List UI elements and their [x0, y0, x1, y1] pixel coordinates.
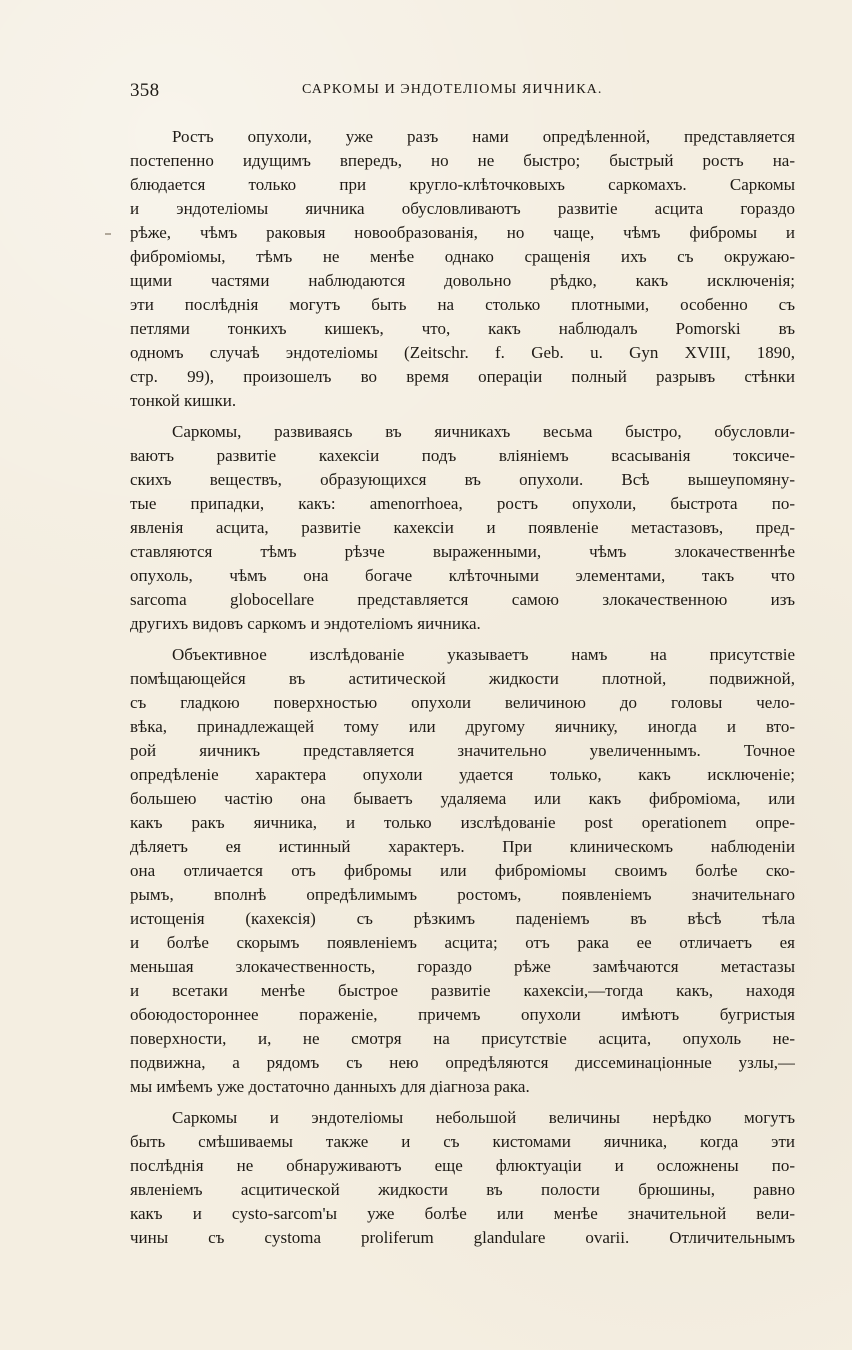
margin-mark — [105, 233, 111, 235]
paragraph-gap — [130, 413, 795, 420]
text-line: опухоль, чѣмъ она богаче клѣточными элементами, такъ что — [130, 566, 795, 585]
text-line: постепенно идущимъ впередъ, но не быстро; быстрый ростъ на- — [130, 151, 795, 170]
text-line: обоюдостороннее пораженіе, причемъ опухоли имѣютъ бугристыя — [130, 1005, 795, 1024]
text-line: другихъ видовъ саркомъ и эндотеліомъ яичника. — [130, 614, 481, 633]
text-line: Объективное изслѣдованіе указываетъ намъ на присутствіе — [172, 645, 795, 664]
text-line: явленіемъ асцитической жидкости въ полости брюшины, равно — [130, 1180, 795, 1199]
text-line: тонкой кишки. — [130, 391, 237, 410]
text-line: мы имѣемъ уже достаточно данныхъ для діагноза рака. — [130, 1077, 530, 1096]
text-line: дѣляетъ ея истинный характеръ. При клиническомъ наблюденіи — [130, 837, 795, 856]
text-line: Саркомы, развиваясь въ яичникахъ весьма быстро, обусловли- — [172, 422, 795, 441]
text-line: и болѣе скорымъ появленіемъ асцита; отъ рака ее отличаетъ ея — [130, 933, 795, 952]
text-line: меньшая злокачественность, гораздо рѣже замѣчаются метастазы — [130, 957, 795, 976]
text-line: вѣка, принадлежащей тому или другому яичнику, иногда и вто- — [130, 717, 795, 736]
text-line: тые припадки, какъ: amenorrhoea, ростъ опухоли, быстрота по- — [130, 494, 795, 513]
text-line: рой яичникъ представляется значительно увеличеннымъ. Точное — [130, 741, 795, 760]
text-line: подвижна, а рядомъ съ нею опредѣляются диссеминаціонные узлы,— — [130, 1053, 795, 1072]
text-line: съ гладкою поверхностью опухоли величиною до головы чело- — [130, 693, 795, 712]
page-number: 358 — [130, 80, 160, 101]
text-line: щими частями наблюдаются довольно рѣдко, какъ исключенія; — [130, 271, 795, 290]
text-line: стр. 99), произошелъ во время операціи полный разрывъ стѣнки — [130, 367, 795, 386]
text-line: эти послѣднія могутъ быть на столько плотными, особенно съ — [130, 295, 795, 314]
text-line: ваютъ развитіе кахексіи подъ вліяніемъ всасыванія токсиче- — [130, 446, 795, 465]
text-line: фиброміомы, тѣмъ не менѣе однако сращенія ихъ съ окружаю- — [130, 247, 795, 266]
body-text — [130, 125, 795, 1250]
text-line: какъ ракъ яичника, и только изслѣдованіе post operationem опре- — [130, 813, 795, 832]
text-line: помѣщающейся въ аститической жидкости плотной, подвижной, — [130, 669, 795, 688]
text-line: чины съ cystoma proliferum glandulare ovarii. Отличительнымъ — [130, 1228, 795, 1247]
text-line: скихъ веществъ, образующихся въ опухоли. Всѣ вышеупомяну- — [130, 470, 795, 489]
text-line: быть смѣшиваемы также и съ кистомами яичника, когда эти — [130, 1132, 795, 1151]
text-line: sarcoma globocellare представляется самою злокачественною изъ — [130, 590, 795, 609]
text-line: петлями тонкихъ кишекъ, что, какъ наблюдалъ Pomorski въ — [130, 319, 795, 338]
text-line: одномъ случаѣ эндотеліомы (Zeitschr. f. Geb. u. Gyn XVIII, 1890, — [130, 343, 795, 362]
text-line: Ростъ опухоли, уже разъ нами опредѣленной, представляется — [172, 127, 795, 146]
page-header — [130, 80, 795, 104]
text-line: и эндотеліомы яичника обусловливаютъ развитіе асцита гораздо — [130, 199, 795, 218]
text-line: какъ и cysto-sarcom'ы уже болѣе или менѣе значительной вели- — [130, 1204, 795, 1223]
paragraph-gap — [130, 1099, 795, 1106]
text-line: блюдается только при кругло-клѣточковыхъ саркомахъ. Саркомы — [130, 175, 795, 194]
text-line: истощенія (кахексія) съ рѣзкимъ паденіемъ въ вѣсѣ тѣла — [130, 909, 795, 928]
text-line: она отличается отъ фибромы или фиброміомы своимъ болѣе ско- — [130, 861, 795, 880]
text-line: ставляются тѣмъ рѣзче выраженными, чѣмъ злокачественнѣе — [130, 542, 795, 561]
text-line: поверхности, и, не смотря на присутствіе асцита, опухоль не- — [130, 1029, 795, 1048]
text-line: явленія асцита, развитіе кахексіи и появленіе метастазовъ, пред- — [130, 518, 795, 537]
text-line: опредѣленіе характера опухоли удается только, какъ исключеніе; — [130, 765, 795, 784]
text-line: Саркомы и эндотеліомы небольшой величины нерѣдко могутъ — [172, 1108, 795, 1127]
paragraph-gap — [130, 636, 795, 643]
text-line: большею частію она бываетъ удаляема или какъ фиброміома, или — [130, 789, 795, 808]
text-line: послѣднія не обнаруживаютъ еще флюктуаціи и осложнены по- — [130, 1156, 795, 1175]
text-line: рѣже, чѣмъ раковыя новообразованія, но чаще, чѣмъ фибромы и — [130, 223, 795, 242]
text-line: рымъ, вполнѣ опредѣлимымъ ростомъ, появленіемъ значительнаго — [130, 885, 795, 904]
running-title: САРКОМЫ И ЭНДОТЕЛІОМЫ ЯИЧНИКА. — [302, 82, 603, 97]
text-line: и всетаки менѣе быстрое развитіе кахексіи,—тогда какъ, находя — [130, 981, 795, 1000]
